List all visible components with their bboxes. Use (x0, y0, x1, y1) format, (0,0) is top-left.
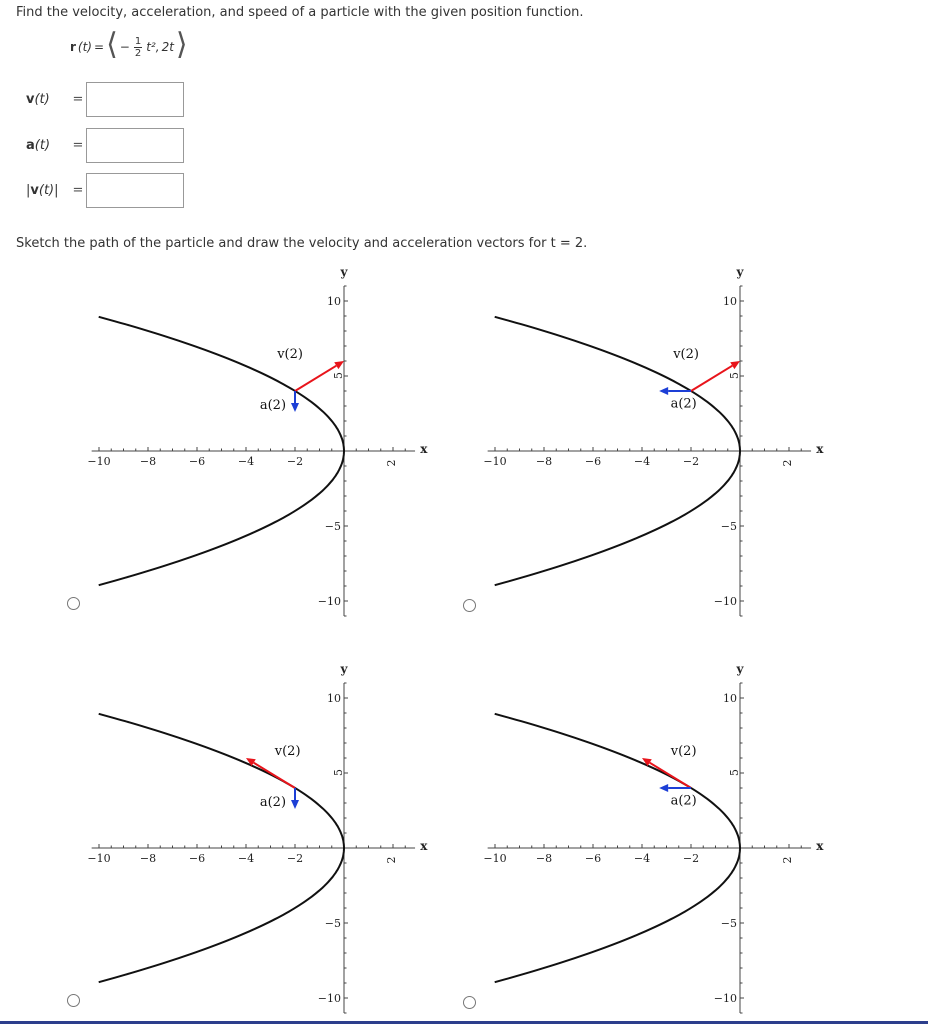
r-symbol: r (70, 40, 76, 54)
y-axis-name: y (736, 265, 744, 279)
acceleration-vector-head (659, 784, 668, 792)
graph-option-b (456, 255, 824, 608)
velocity-vector-shaft (254, 763, 295, 788)
x-axis-name: x (420, 442, 428, 456)
x-tick-label: −10 (87, 852, 111, 865)
velocity-vector-shaft (650, 763, 691, 788)
graph-option-c (60, 652, 428, 1005)
r-arg: (t) (77, 40, 92, 54)
y-tick-label: −10 (317, 992, 341, 1005)
y-tick-label: 5 (332, 372, 345, 379)
x-tick-label: 2 (385, 856, 398, 864)
speed-label: |v(t)| (26, 183, 59, 198)
radio-option-a[interactable] (67, 597, 80, 610)
x-tick-label: −6 (584, 852, 602, 865)
y-tick-label: −5 (720, 917, 737, 930)
x-tick-label: −10 (87, 455, 111, 468)
y-tick-label: 10 (327, 295, 341, 308)
y-tick-label: 10 (327, 692, 341, 705)
x-tick-label: −8 (535, 455, 553, 468)
x-tick-label: −2 (682, 455, 700, 468)
velocity-label: v(2) (277, 347, 303, 362)
left-angle-bracket: ⟨ (106, 27, 118, 62)
graph-option-a (60, 255, 428, 608)
y-tick-label: −10 (713, 992, 737, 1005)
acceleration-input[interactable] (86, 128, 184, 163)
graph-svg-a (60, 255, 428, 608)
x-tick-label: 2 (781, 459, 794, 467)
x-tick-label: −6 (584, 455, 602, 468)
radio-option-d[interactable] (463, 996, 476, 1009)
y-tick-label: 5 (728, 372, 741, 379)
x-tick-label: −6 (188, 852, 206, 865)
x-axis-name: x (420, 839, 428, 853)
x-tick-label: −2 (286, 455, 304, 468)
x-tick-label: −4 (633, 852, 651, 865)
velocity-equals: = (72, 92, 84, 107)
velocity-vector-shaft (295, 366, 336, 391)
velocity-vector-shaft (691, 366, 732, 391)
velocity-label: v(2) (673, 347, 699, 362)
x-tick-label: −10 (483, 455, 507, 468)
acceleration-label: a(t) (26, 138, 51, 153)
y-tick-label: 5 (332, 769, 345, 776)
x-tick-label: −2 (286, 852, 304, 865)
x-tick-label: −8 (139, 852, 157, 865)
one-half-fraction (134, 36, 142, 59)
radio-option-c[interactable] (67, 994, 80, 1007)
fraction-numerator: 1 (134, 35, 142, 47)
y-tick-label: −10 (317, 595, 341, 608)
acceleration-answer-row (26, 128, 184, 163)
y-tick-label: 5 (728, 769, 741, 776)
acceleration-vector-head (659, 387, 668, 395)
right-angle-bracket: ⟩ (175, 27, 188, 62)
acceleration-label: a(2) (259, 795, 287, 810)
acceleration-label: a(2) (670, 396, 697, 412)
x-tick-label: −4 (237, 852, 255, 865)
x-tick-label: −6 (188, 455, 206, 468)
graph-option-d (456, 652, 824, 1005)
y-axis-name: y (340, 265, 348, 279)
position-function (70, 27, 188, 62)
y-tick-label: −5 (324, 917, 341, 930)
velocity-label: v(2) (670, 744, 697, 759)
fraction-denominator: 2 (134, 47, 142, 59)
x-tick-label: −10 (483, 852, 507, 865)
x-tick-label: −4 (633, 455, 651, 468)
acceleration-label: a(2) (670, 793, 697, 809)
graph-svg-c (60, 652, 428, 1005)
velocity-answer-row (26, 82, 184, 117)
question-prompt: Find the velocity, acceleration, and speed of a particle with the given position function. (16, 5, 584, 20)
y-tick-label: −5 (324, 520, 341, 533)
x-axis-name: x (816, 839, 824, 853)
acceleration-vector-head (291, 403, 299, 412)
x-tick-label: −8 (535, 852, 553, 865)
x-tick-label: −2 (682, 852, 700, 865)
acceleration-label: a(2) (259, 398, 287, 413)
component-2: 2t (161, 40, 174, 54)
sketch-prompt: Sketch the path of the particle and draw the velocity and acceleration vectors for t = 2. (16, 236, 588, 251)
x-tick-label: −8 (139, 455, 157, 468)
speed-answer-row (26, 173, 184, 208)
x-tick-label: −4 (237, 455, 255, 468)
y-tick-label: −5 (720, 520, 737, 533)
graph-svg-b (456, 255, 824, 608)
x-axis-name: x (816, 442, 824, 456)
acceleration-vector-head (291, 800, 299, 809)
x-tick-label: 2 (385, 459, 398, 467)
component-1-tail: t², (146, 40, 160, 54)
y-axis-name: y (340, 662, 348, 676)
speed-equals: = (72, 183, 84, 198)
y-tick-label: −10 (713, 595, 737, 608)
speed-input[interactable] (86, 173, 184, 208)
velocity-input[interactable] (86, 82, 184, 117)
x-tick-label: 2 (781, 856, 794, 864)
velocity-label: v(t) (26, 92, 50, 107)
y-axis-name: y (736, 662, 744, 676)
graph-svg-d (456, 652, 824, 1005)
r-equals: = (94, 40, 105, 54)
velocity-label: v(2) (274, 744, 301, 759)
minus-sign: − (119, 40, 130, 54)
y-tick-label: 10 (723, 692, 737, 705)
acceleration-equals: = (72, 138, 84, 153)
y-tick-label: 10 (723, 295, 737, 308)
radio-option-b[interactable] (463, 599, 476, 612)
